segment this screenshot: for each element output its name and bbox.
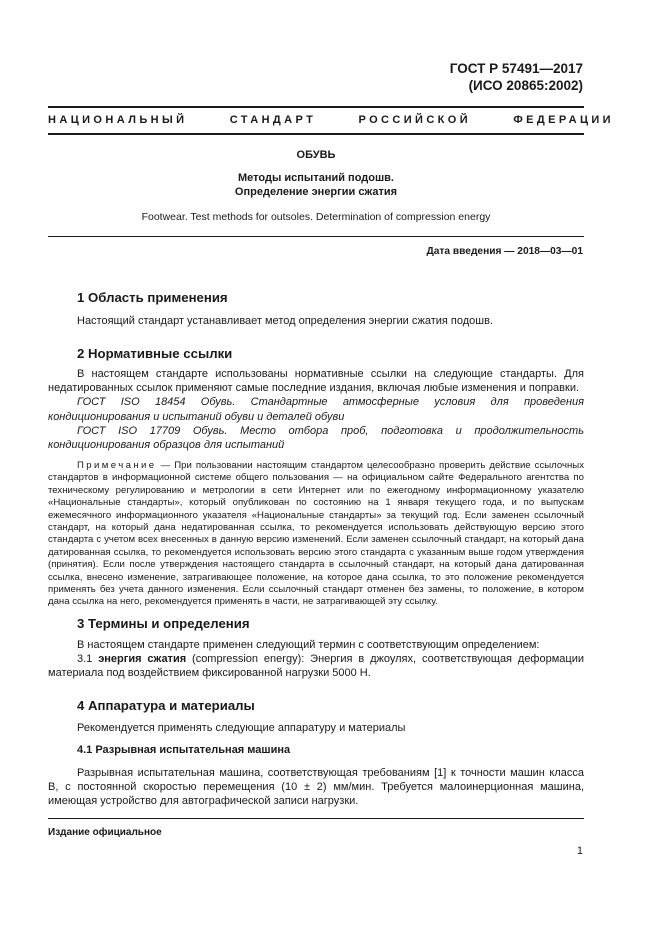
- english-title: Footwear. Test methods for outsoles. Determination of compression energy: [141, 211, 491, 223]
- standard-number-block: [450, 60, 583, 94]
- section-1-heading: 1 Область применения: [77, 290, 228, 305]
- document-title: ОБУВЬ: [296, 149, 336, 161]
- section-3-heading: 3 Термины и определения: [77, 616, 250, 631]
- note-text: — При пользовании настоящим стандартом целесообразно проверить действие ссылочных стандартов в информационной системе общего пользования — на официальном сайте Федерального агентства по техническому регулированию и метрологии в сети Интернет или по ежегодному информационному указателю «Национальные стандарты», который опубликован по состоянию на 1 января текущего года, и по выпускам ежемесячного информационного указателя «Национальные стандарты» за текущий год. Если заменен ссылочный стандарт, на который дана недатированная ссылка, то рекомендуется использовать действующую версию этого стандарта с учетом всех внесенных в данную версию изменений. Если заменен ссылочный стандарт, на который дана датированная ссылка, то рекомендуется использовать версию этого стандарта с указанным выше годом утверждения (принятия). Если после утверждения настоящего стандарта в ссылочный стандарт, на который дана датированная ссылка, внесено изменение, затрагивающее положение, на которое дана ссылка, то это положение рекомендуется применять без учета данного изменения. Если ссылочный стандарт отменен без замены, то положение, в котором дана ссылка на него, рекомендуется применять в части, не затрагивающей эту ссылку.: [48, 460, 584, 608]
- document-subtitle-1: Методы испытаний подошв.: [238, 172, 394, 184]
- header-rule: [48, 133, 584, 135]
- subsection-4-1-paragraph: Разрывная испытательная машина, соответствующая требованиям [1] к точности машин класса В, с постоянной скоростью перемещения (10 ± 2) мм/мин. Требуется малоинерционная машина, имеющая устройство для автографической записи нагрузки.: [48, 767, 584, 808]
- note-label: Примечание: [77, 460, 157, 471]
- section-3-paragraph: В настоящем стандарте применен следующий термин с соответствующим определением:: [77, 639, 540, 651]
- national-standard-heading: НАЦИОНАЛЬНЫЙ СТАНДАРТ РОССИЙСКОЙ ФЕДЕРАЦИИ: [48, 114, 614, 126]
- term-definition: (compression energy): Энергия в джоулях, соответствующая деформации материала под воздействием фиксированной нагрузки 5000 Н.: [48, 653, 584, 680]
- subsection-4-1-heading: 4.1 Разрывная испытательная машина: [77, 744, 291, 756]
- edition-label: Издание официальное: [48, 827, 162, 838]
- section-4-heading: 4 Аппаратура и материалы: [77, 698, 255, 713]
- reference-gost-iso-18454: ГОСТ ISO 18454 Обувь. Стандартные атмосферные условия для проведения кондиционирования и испытаний обуви и деталей обуви: [48, 396, 584, 423]
- std-number: ГОСТ Р 57491—2017: [449, 61, 583, 76]
- term-3-1: [48, 652, 584, 680]
- section-2-heading: 2 Нормативные ссылки: [77, 346, 233, 361]
- reference-gost-iso-17709: ГОСТ ISO 17709 Обувь. Место отбора проб, подготовка и продолжительность кондиционирования образцов для испытаний: [48, 424, 584, 452]
- introduction-date: Дата введения — 2018—03—01: [426, 246, 583, 257]
- title-rule: [48, 236, 584, 237]
- section-4-text: Рекомендуется применять следующие аппаратуру и материалы: [77, 722, 406, 734]
- page-number: 1: [576, 845, 583, 857]
- section-1-text: Настоящий стандарт устанавливает метод определения энергии сжатия подошв.: [77, 315, 494, 327]
- section-2-paragraph: В настоящем стандарте использованы нормативные ссылки на следующие стандарты. Для недатированных ссылок применяют самые последние издания, включая любые изменения и поправки.: [48, 368, 584, 395]
- section-3-body: [48, 638, 584, 681]
- document-subtitle-2: Определение энергии сжатия: [234, 186, 398, 198]
- iso-number: (ИСО 20865:2002): [468, 78, 583, 93]
- note-block: [48, 460, 584, 609]
- subsection-4-1-body: [48, 766, 584, 809]
- footer-rule: [48, 818, 584, 819]
- term-name: энергия сжатия: [98, 653, 187, 666]
- term-number: 3.1: [77, 653, 99, 666]
- section-2-body: [48, 367, 584, 452]
- top-rule: [48, 106, 584, 108]
